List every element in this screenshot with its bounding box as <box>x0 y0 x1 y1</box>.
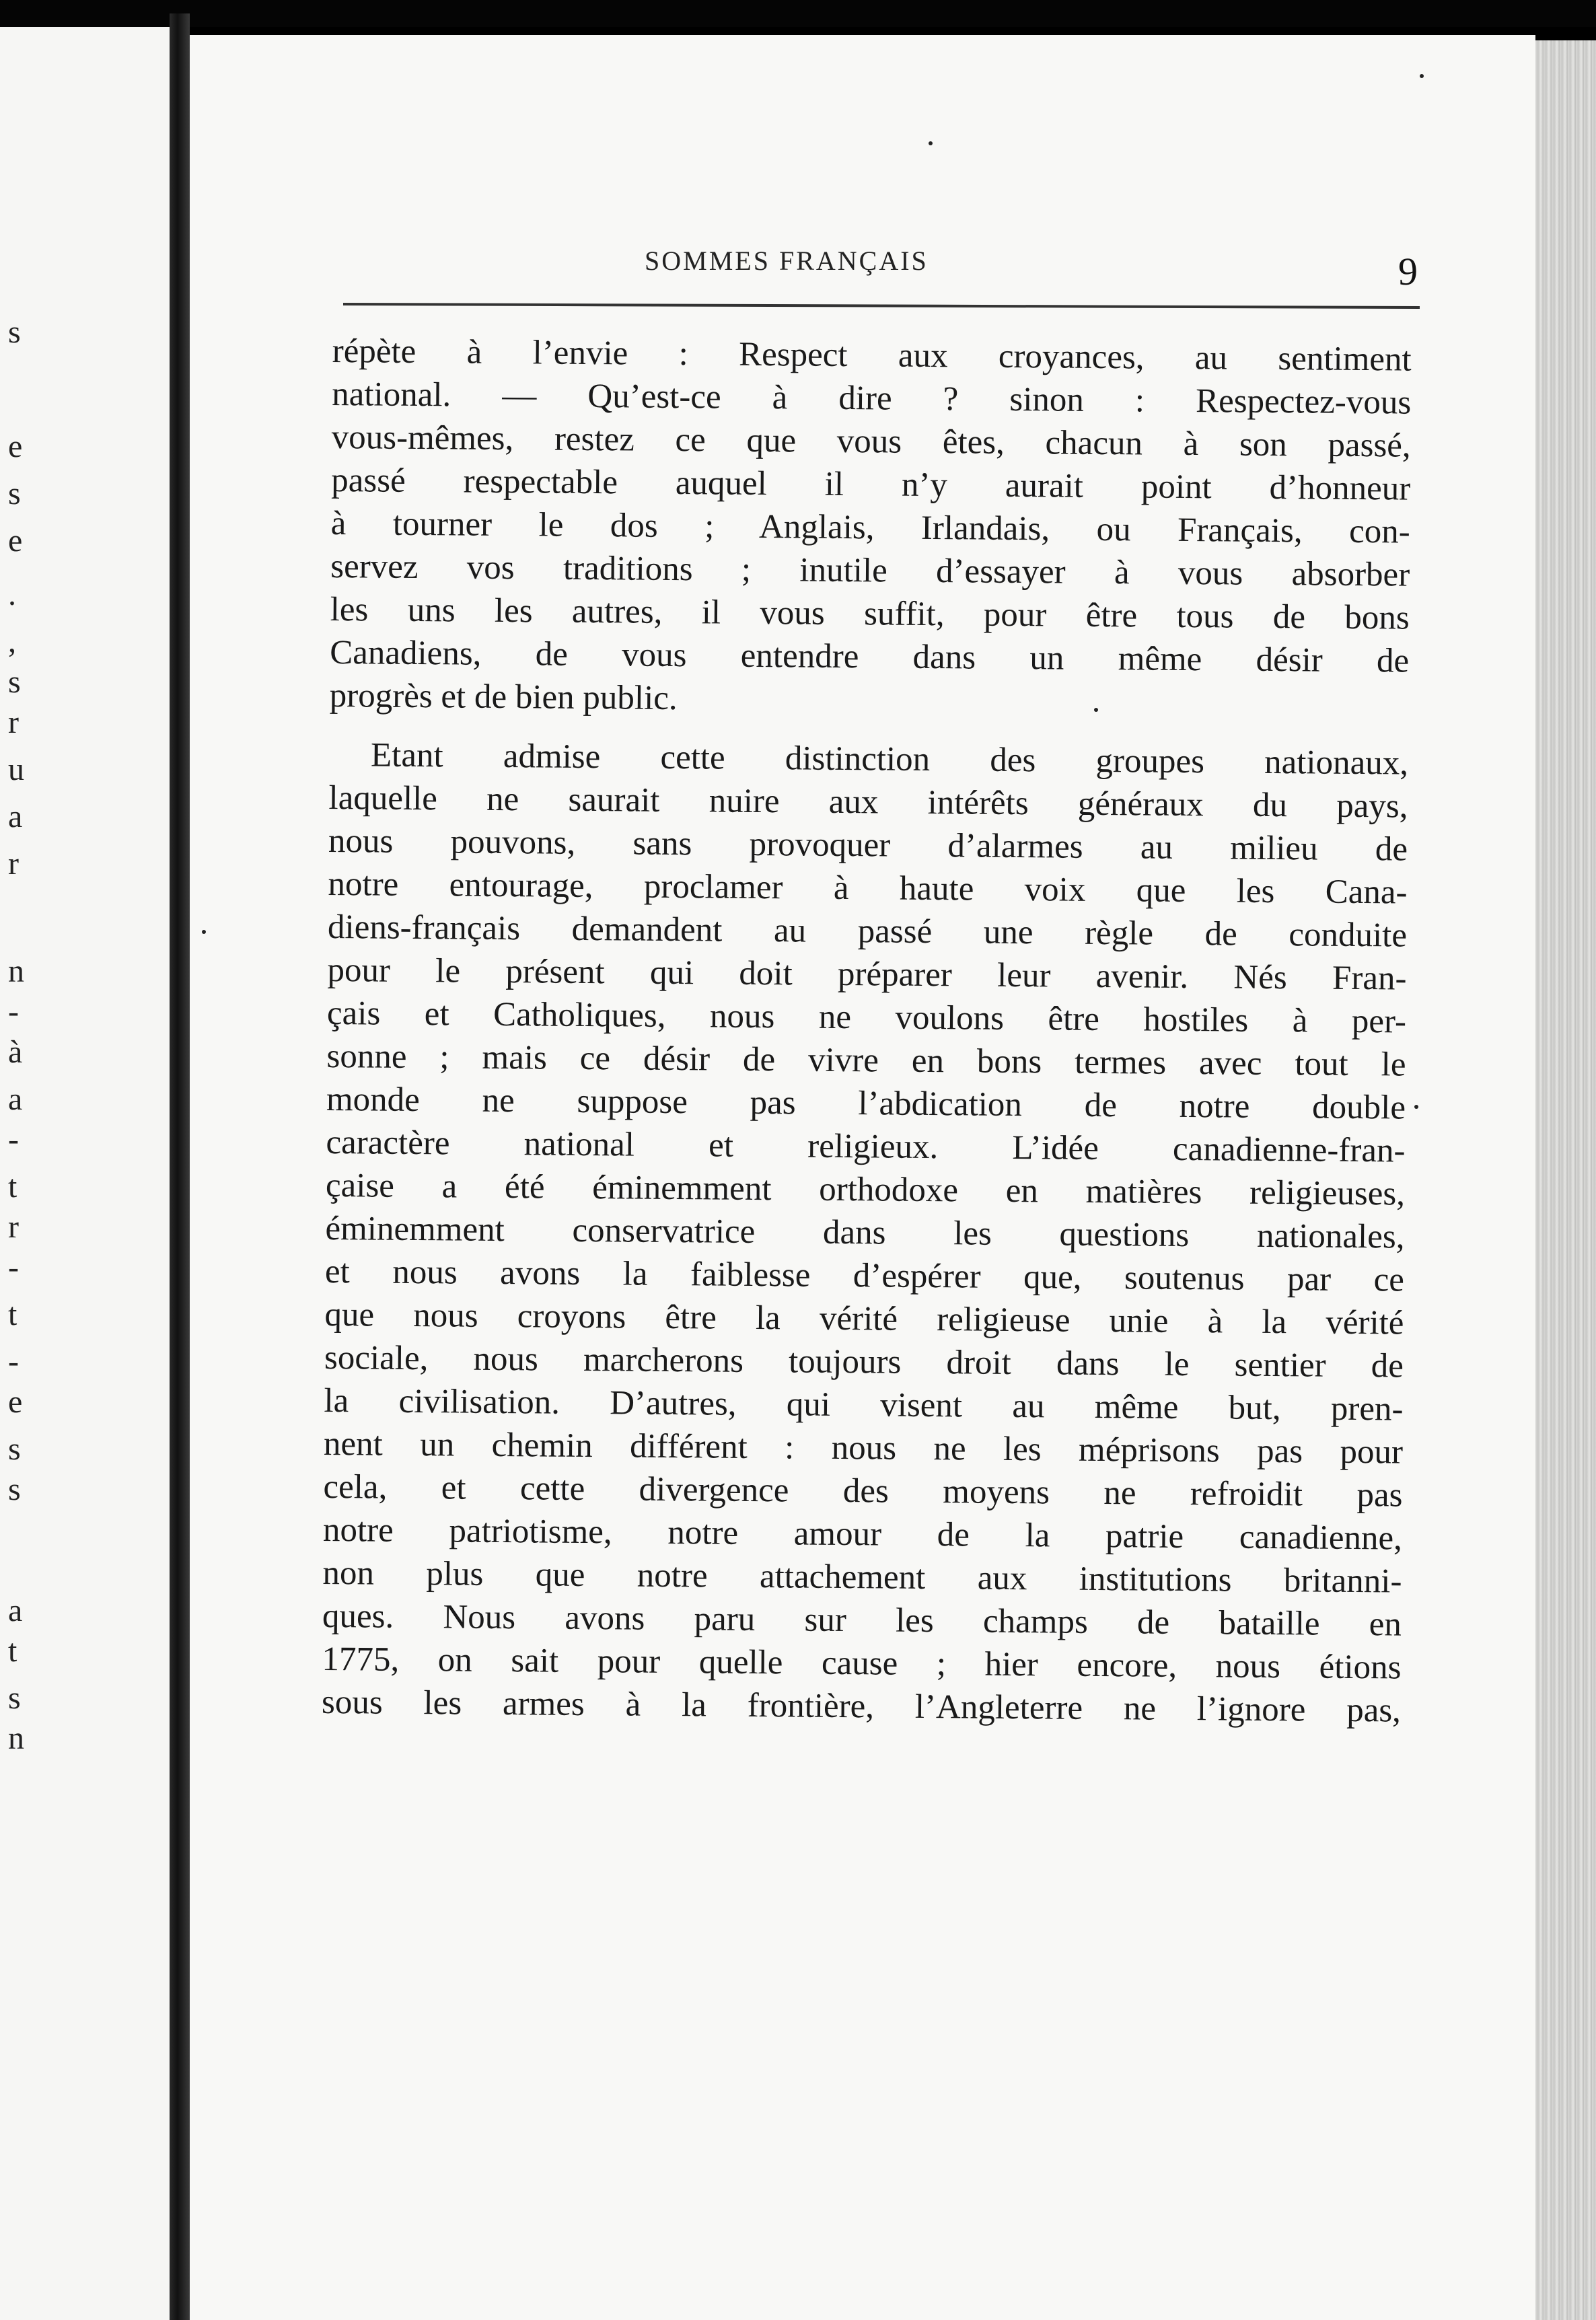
paragraph-2 <box>322 733 1409 1733</box>
previous-page-letter: r <box>8 1209 19 1245</box>
text-line: Etant admise cette distinction des groupes nationaux, <box>370 736 1409 783</box>
text-line: passé respectable auquel il n’y aurait point d’honneur <box>331 461 1411 508</box>
previous-page-letter: s <box>8 1472 21 1507</box>
previous-page-letter: . <box>8 577 16 612</box>
text-line: nent un chemin différent : nous ne les méprisons pas pour <box>323 1424 1404 1472</box>
text-line: que nous croyons être la vérité religieuse unie à la vérité <box>324 1295 1404 1342</box>
book-gutter <box>170 13 190 2320</box>
page-number: 9 <box>1398 250 1418 293</box>
previous-page-letter: r <box>8 846 19 881</box>
previous-page-letter: s <box>8 1680 21 1716</box>
text-line: pour le présent qui doit préparer leur avenir. Nés Fran- <box>327 951 1407 998</box>
previous-page-edge <box>0 27 170 2320</box>
text-line: laquelle ne saurait nuire aux intérêts généraux du pays, <box>328 778 1408 826</box>
text-line: répète à l’envie : Respect aux croyances, au sentiment <box>332 332 1412 379</box>
previous-page-letter: - <box>8 1122 19 1157</box>
previous-page-letter: e <box>8 429 23 464</box>
text-line: cela, et cette divergence des moyens ne refroidit pas <box>323 1467 1403 1515</box>
body-text <box>322 330 1412 1733</box>
text-line: sous les armes à la frontière, l’Angleterre ne l’ignore pas, <box>321 1683 1402 1730</box>
header-rule <box>343 303 1420 309</box>
previous-page-letter: - <box>8 1249 19 1285</box>
text-line: sonne ; mais ce désir de vivre en bons termes avec tout le <box>326 1037 1406 1084</box>
text-line: monde ne suppose pas l’abdication de notre double <box>326 1080 1406 1127</box>
text-line: notre patriotisme, notre amour de la patrie canadienne, <box>322 1511 1403 1558</box>
page <box>190 35 1535 2320</box>
previous-page-letter: - <box>8 1344 19 1379</box>
previous-page-letter: n <box>8 953 24 989</box>
previous-page-letter: n <box>8 1720 24 1756</box>
text-line: Canadiens, de vous entendre dans un même désir de <box>330 633 1410 680</box>
text-line: à tourner le dos ; Anglais, Irlandais, ou Français, con- <box>330 504 1410 551</box>
text-line: 1775, on sait pour quelle cause ; hier encore, nous étions <box>322 1640 1402 1687</box>
text-line: diens-français demandent au passé une règle de conduite <box>327 908 1408 955</box>
previous-page-letter: - <box>8 994 19 1029</box>
text-line: nous pouvons, sans provoquer d’alarmes au milieu de <box>328 822 1408 869</box>
scan-speck <box>1094 708 1098 712</box>
text-line: progrès et de bien public. <box>329 676 678 718</box>
previous-page-letter: a <box>8 799 23 834</box>
running-head: SOMMES FRANÇAIS <box>645 246 929 276</box>
text-line: non plus que notre attachement aux institutions britanni- <box>322 1554 1402 1601</box>
text-line: ques. Nous avons paru sur les champs de bataille en <box>322 1597 1402 1644</box>
scan-speck <box>1414 1105 1418 1109</box>
text-line: les uns les autres, il vous suffit, pour être tous de bons <box>330 590 1410 637</box>
previous-page-letter: s <box>8 1431 21 1467</box>
text-line: caractère national et religieux. L’idée canadienne-fran- <box>326 1123 1406 1170</box>
previous-page-letter: r <box>8 704 19 740</box>
previous-page-letter: a <box>8 1593 23 1628</box>
scan-border <box>0 0 1596 27</box>
previous-page-letter: à <box>8 1034 23 1070</box>
paragraph-1 <box>329 330 1411 726</box>
text-line: la civilisation. D’autres, qui visent au même but, pren- <box>324 1381 1404 1428</box>
text-line: national. — Qu’est-ce à dire ? sinon : Respectez-vous <box>332 375 1412 422</box>
previous-page-letter: s <box>8 314 21 350</box>
previous-page-letter: s <box>8 476 21 511</box>
text-line: et nous avons la faiblesse d’espérer que, soutenus par ce <box>324 1252 1405 1299</box>
text-line: vous-mêmes, restez ce que vous êtes, chacun à son passé, <box>331 418 1411 465</box>
text-line: sociale, nous marcherons toujours droit dans le sentier de <box>324 1338 1404 1385</box>
previous-page-letter: u <box>8 752 24 787</box>
previous-page-letter: t <box>8 1297 17 1332</box>
text-line: éminemment conservatrice dans les questions nationales, <box>325 1209 1405 1256</box>
previous-page-letter: t <box>8 1169 17 1204</box>
scan-speck <box>202 930 206 934</box>
scan-speck <box>929 141 933 145</box>
previous-page-letter: e <box>8 1384 23 1420</box>
scan-speck <box>1420 74 1424 78</box>
previous-page-letter: a <box>8 1081 23 1117</box>
text-line: servez vos traditions ; inutile d’essayer à vous absorber <box>330 547 1410 594</box>
text-line: çaise a été éminemment orthodoxe en matières religieuses, <box>325 1166 1406 1213</box>
text-line: notre entourage, proclamer à haute voix que les Cana- <box>328 865 1408 912</box>
previous-page-letter: s <box>8 664 21 700</box>
previous-page-letter: e <box>8 523 23 558</box>
page-stack-edge <box>1535 40 1596 2320</box>
previous-page-letter: t <box>8 1633 17 1669</box>
text-line: çais et Catholiques, nous ne voulons être hostiles à per- <box>326 994 1407 1041</box>
previous-page-letter: , <box>8 624 16 659</box>
